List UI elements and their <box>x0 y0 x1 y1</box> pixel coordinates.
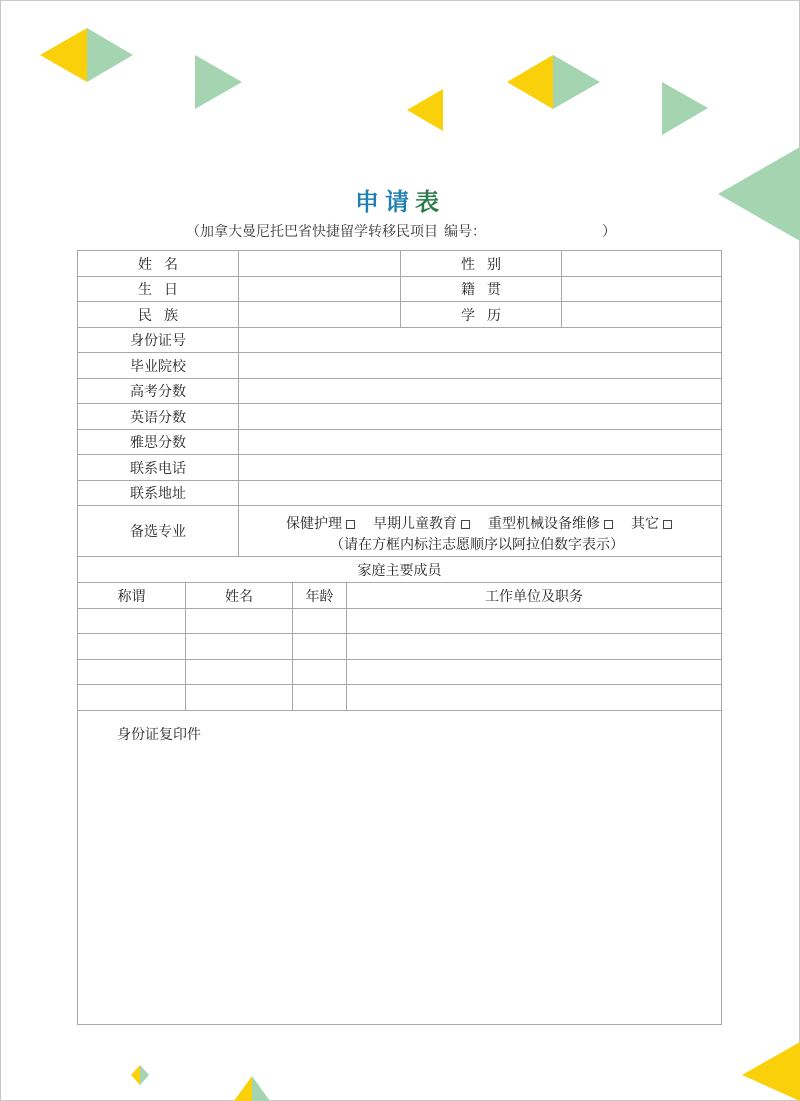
english-score-label: 英语分数 <box>130 409 186 426</box>
major-option-label: 其它 <box>631 516 659 532</box>
name-field[interactable] <box>239 251 400 276</box>
number-label: 编号： <box>444 224 486 240</box>
triangle-decoration <box>40 28 87 82</box>
school-field[interactable] <box>239 353 721 378</box>
application-form <box>77 250 722 1025</box>
triangle-decoration <box>407 89 443 131</box>
majors-label: 备选专业 <box>130 524 186 540</box>
phone-field[interactable] <box>239 455 721 480</box>
address-field[interactable] <box>239 481 721 505</box>
family-header-relation: 称谓 <box>117 588 146 605</box>
family-header-workplace: 工作单位及职务 <box>485 588 583 605</box>
ethnicity-field[interactable] <box>239 302 400 327</box>
ielts-score-field[interactable] <box>239 430 721 454</box>
gender-field[interactable] <box>562 251 721 276</box>
family-header-age: 年龄 <box>305 588 334 605</box>
subtitle-close: ） <box>602 224 616 240</box>
triangle-decoration <box>195 55 242 109</box>
family-member-row[interactable] <box>78 609 721 633</box>
school-label: 毕业院校 <box>130 358 186 375</box>
ethnicity-label: 民族 <box>138 307 190 324</box>
major-option-label: 保健护理 <box>286 516 342 532</box>
triangle-decoration <box>742 1042 800 1101</box>
education-field[interactable] <box>562 302 721 327</box>
birthday-label: 生日 <box>138 282 190 298</box>
gaokao-score-label: 高考分数 <box>130 384 186 400</box>
origin-label: 籍贯 <box>461 282 513 298</box>
triangle-decoration <box>234 1076 252 1101</box>
education-label: 学历 <box>461 307 513 324</box>
id-number-field[interactable] <box>239 328 721 352</box>
gaokao-score-field[interactable] <box>239 379 721 403</box>
triangle-decoration <box>131 1065 140 1085</box>
page-title <box>0 182 800 217</box>
triangle-decoration <box>553 55 600 109</box>
family-member-row[interactable] <box>78 685 721 710</box>
id-copy-area[interactable] <box>78 711 721 1024</box>
ielts-score-label: 雅思分数 <box>130 435 186 451</box>
major-option-label: 重型机械设备维修 <box>488 516 600 532</box>
family-member-row[interactable] <box>78 634 721 659</box>
number-field[interactable] <box>486 221 602 241</box>
major-options <box>286 513 672 533</box>
subtitle-program: （加拿大曼尼托巴省快捷留学转移民项目 <box>186 224 438 240</box>
title-char: 表 <box>415 188 445 216</box>
major-checkbox[interactable] <box>663 520 672 529</box>
major-checkbox[interactable] <box>346 520 355 529</box>
triangle-decoration <box>662 82 708 135</box>
majors-note: （请在方框内标注志愿顺序以阿拉伯数字表示） <box>330 537 624 553</box>
major-option-label: 早期儿童教育 <box>373 516 457 532</box>
major-checkbox[interactable] <box>604 520 613 529</box>
title-char: 请 <box>385 188 415 216</box>
id-copy-label: 身份证复印件 <box>117 727 201 743</box>
major-checkbox[interactable] <box>461 520 470 529</box>
title-char: 申 <box>355 188 385 216</box>
triangle-decoration <box>87 28 133 82</box>
family-member-row[interactable] <box>78 660 721 684</box>
origin-field[interactable] <box>562 277 721 301</box>
english-score-field[interactable] <box>239 404 721 429</box>
family-section-title: 家庭主要成员 <box>357 562 442 579</box>
triangle-decoration <box>140 1065 149 1085</box>
triangle-decoration <box>507 55 553 109</box>
id-number-label: 身份证号 <box>130 333 186 349</box>
phone-label: 联系电话 <box>130 460 186 477</box>
birthday-field[interactable] <box>239 277 400 301</box>
family-header-name: 姓名 <box>225 588 253 605</box>
subtitle <box>186 221 616 241</box>
triangle-decoration <box>252 1076 270 1101</box>
address-label: 联系地址 <box>130 486 186 502</box>
name-label: 姓名 <box>138 256 190 273</box>
gender-label: 性别 <box>461 256 513 273</box>
